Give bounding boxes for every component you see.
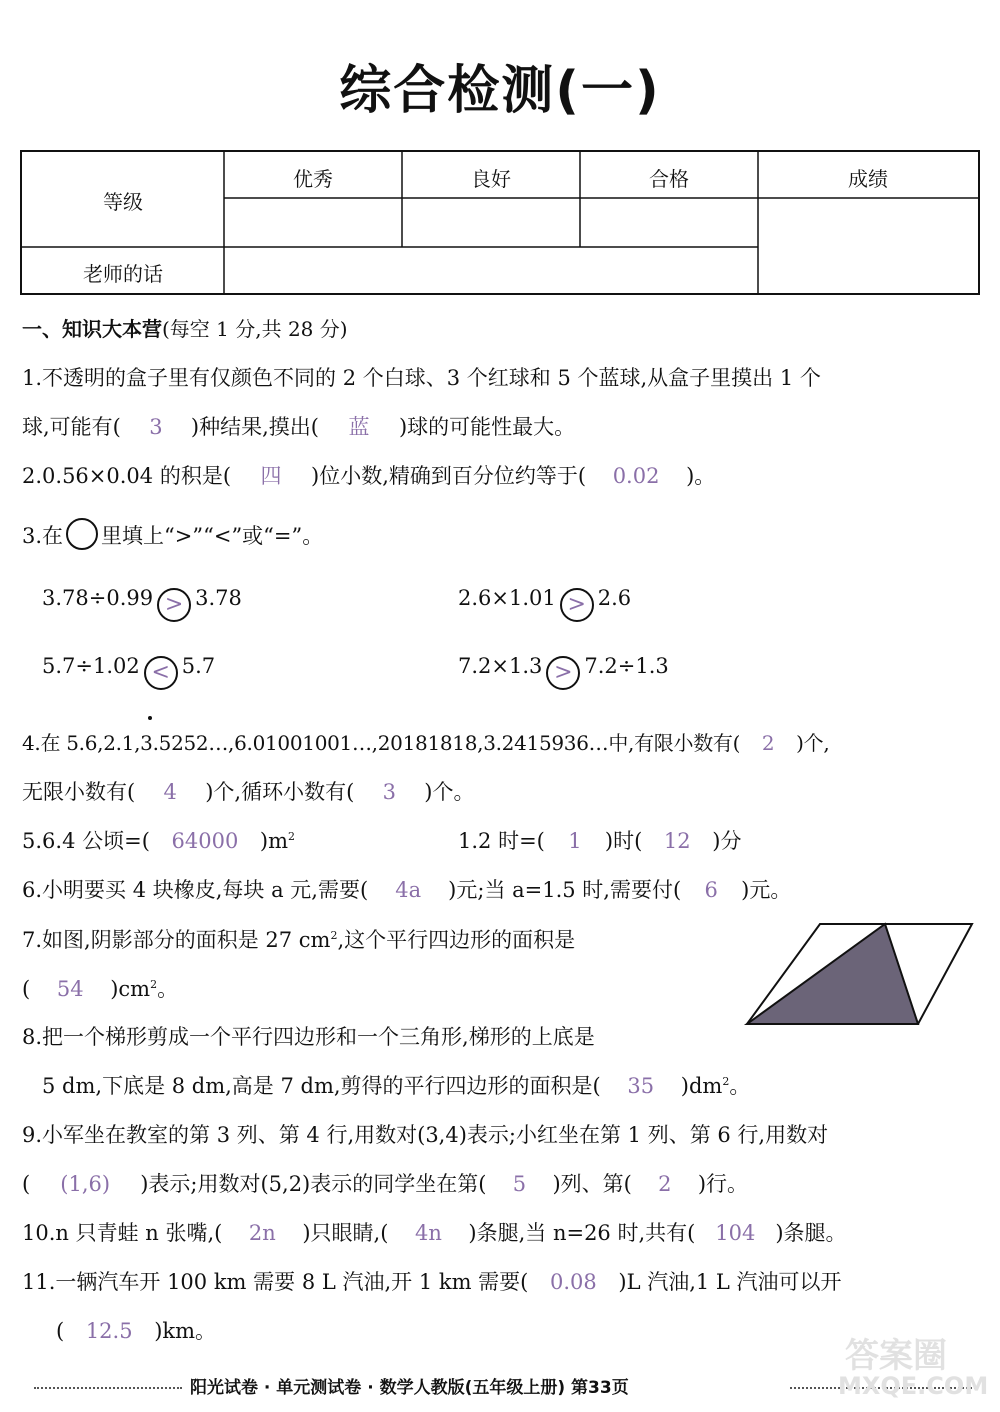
q8-line2: 5 dm,下底是 8 dm,高是 7 dm,剪得的平行四边形的面积是( 35 )$dm^2$。: [42, 1074, 751, 1098]
q1-line2: 球,可能有( 3 )种结果,摸出( 蓝 )球的可能性最大。: [22, 411, 575, 441]
column-score: 成绩: [848, 167, 888, 191]
q2-answer-1: 四: [260, 464, 282, 488]
q2-answer-2: 0.02: [612, 464, 660, 488]
teacher-comment-label: 老师的话: [83, 262, 163, 286]
q3-item-2: 2.6×1.01 > 2.6: [458, 586, 631, 622]
q6-answer-1: 4a: [395, 878, 422, 902]
q10-answer-1: 2n: [248, 1221, 276, 1245]
q11-line1: 11.一辆汽车开 100 km 需要 8 L 汽油,开 1 km 需要( 0.08 )L 汽油,1 L 汽油可以开: [22, 1270, 842, 1294]
q9-line1: 9.小军坐在教室的第 3 列、第 4 行,用数对(3,4)表示;小红坐在第 1 列、第 6 行,用数对: [22, 1123, 829, 1147]
q1-answer-2: 蓝: [348, 415, 370, 439]
section-heading: [22, 313, 348, 342]
q3-item-4: 7.2×1.3 > 7.2÷1.3: [458, 654, 669, 690]
footer: 阳光试卷 · 单元测试卷 · 数学人教版(五年级上册) 第33页: [190, 1378, 629, 1398]
q8-answer: 35: [627, 1074, 655, 1098]
q1-line1: 1.不透明的盒子里有仅颜色不同的 2 个白球、3 个红球和 5 个蓝球,从盒子里摸出 1 个: [22, 366, 821, 390]
column-excellent: 优秀: [293, 167, 333, 191]
q5-answer-1: 64000: [171, 829, 239, 853]
watermark-logo: 答案圈: [845, 1336, 947, 1376]
q9-answer-2: 5: [512, 1172, 527, 1196]
q4-answer-3: 3: [382, 780, 396, 804]
q10-answer-3: 104: [715, 1221, 756, 1245]
section-title: 一、知识大本营: [22, 317, 162, 341]
page-title: 综合检测(一): [339, 61, 661, 121]
q1-answer-1: 3: [149, 415, 163, 439]
section-points: (每空 1 分,共 28 分): [162, 317, 348, 341]
q5-left: 5.6.4 公顷=( 64000 )$m^2$: [22, 829, 296, 853]
q5-right: 1.2 时=( 1 )时( 12 )分: [458, 829, 742, 853]
q11-answer-2: 12.5: [85, 1319, 133, 1343]
q10-line: 10.n 只青蛙 n 张嘴,( 2n )只眼睛,( 4n )条腿,当 n=26 时,共有( 104 )条腿。: [22, 1221, 847, 1245]
q3-sign-2: >: [560, 588, 594, 622]
blank-circle-icon: [66, 518, 98, 550]
q2-line: 2.0.56×0.04 的积是( 四 )位小数,精确到百分位约等于( 0.02 )。: [22, 460, 715, 490]
q4-answer-2: 4: [163, 780, 177, 804]
footer-rule-left: [34, 1387, 182, 1389]
column-pass: 合格: [649, 167, 689, 191]
q4-answer-1: 2: [761, 731, 775, 755]
q3-line: 3.在 里填上“>”“<”或“=”。: [22, 518, 323, 550]
q11-answer-1: 0.08: [549, 1270, 597, 1294]
q10-answer-2: 4n: [414, 1221, 442, 1245]
q11-line2: ( 12.5 )km。: [56, 1319, 217, 1343]
q3-sign-4: >: [546, 656, 580, 690]
watermark-url: MXQE.COM: [838, 1372, 989, 1400]
column-good: 良好: [471, 167, 511, 191]
q3-sign-1: >: [157, 588, 191, 622]
q7-line2: ( 54 )$cm^2$。: [22, 977, 179, 1001]
q3-item-1: 3.78÷0.99 > 3.78: [42, 586, 242, 622]
q9-answer-1: (1,6): [60, 1172, 111, 1196]
q9-line2: ( (1,6) )表示;用数对(5,2)表示的同学坐在第( 5 )列、第( 2 )行。: [22, 1172, 749, 1196]
q8-line1: 8.把一个梯形剪成一个平行四边形和一个三角形,梯形的上底是: [22, 1025, 595, 1049]
q5-answer-3: 12: [663, 829, 691, 853]
q3-item-3: 5.7÷1.02 < 5.7: [42, 654, 215, 690]
repeating-dot-mark: [148, 716, 152, 720]
q9-answer-3: 2: [658, 1172, 672, 1196]
q7-answer: 54: [56, 977, 84, 1001]
q7-line1: 7.如图,阴影部分的面积是 27 $cm^2$,这个平行四边形的面积是: [22, 928, 576, 952]
q6-answer-2: 6: [704, 878, 718, 902]
q4-line1: 4.在 5.6,2.1,3.5252…,6.01001001…,20181818,3.2415936…中,有限小数有( 2 )个,: [22, 731, 830, 755]
parallelogram-figure: [740, 918, 980, 1030]
q6-line: 6.小明要买 4 块橡皮,每块 a 元,需要( 4a )元;当 a=1.5 时,需要付( 6 )元。: [22, 878, 792, 902]
q5-answer-2: 1: [568, 829, 582, 853]
q3-sign-3: <: [144, 656, 178, 690]
grade-label: 等级: [103, 190, 143, 214]
q4-line2: 无限小数有( 4 )个,循环小数有( 3 )个。: [22, 780, 475, 804]
